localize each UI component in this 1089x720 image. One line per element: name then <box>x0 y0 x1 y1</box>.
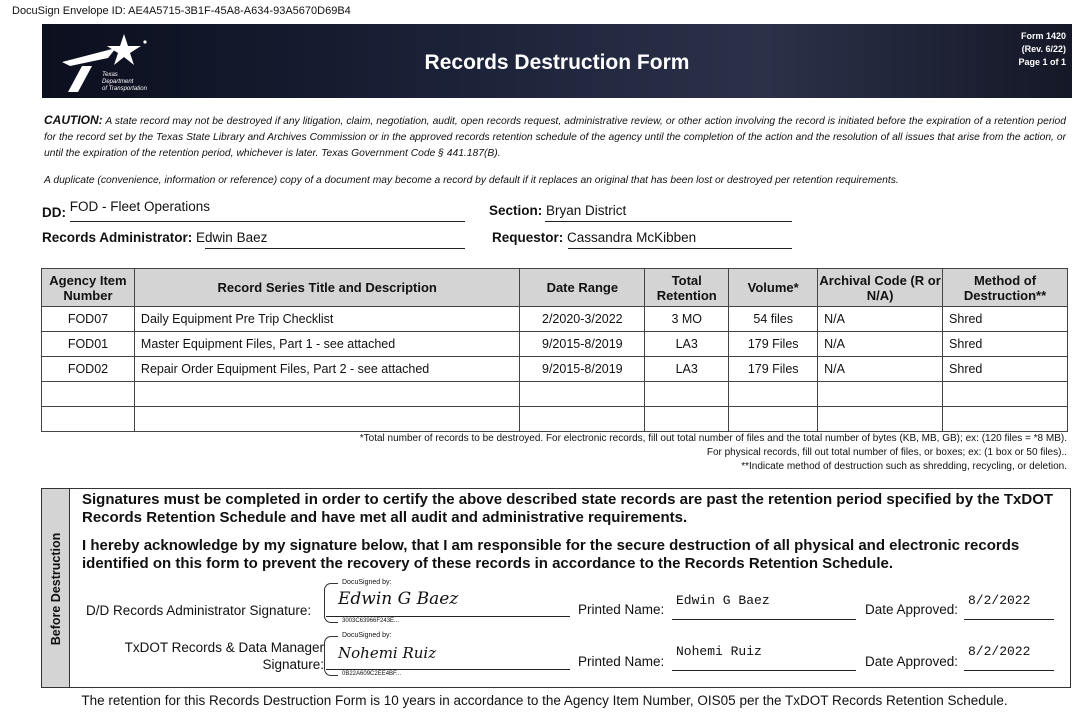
form-revision: (Rev. 6/22) <box>1021 44 1066 54</box>
cell-title[interactable] <box>134 382 519 407</box>
docusign-bracket <box>324 636 338 676</box>
col-header-method: Method of Destruction** <box>943 269 1068 307</box>
table-row <box>42 307 1068 332</box>
manager-printed-label: Printed Name: <box>578 654 665 669</box>
cell-item[interactable]: FOD02 <box>42 357 135 382</box>
manager-date-label: Date Approved: <box>865 654 959 669</box>
cell-volume[interactable] <box>729 382 818 407</box>
dd-underline <box>70 221 465 222</box>
table-row <box>42 332 1068 357</box>
manager-printed-name[interactable]: Nohemi Ruiz <box>676 644 762 659</box>
footnote-physical: For physical records, fill out total number of files, or boxes; ex: (1 box or 50 files).. <box>706 447 1067 458</box>
cell-volume[interactable]: 179 Files <box>729 357 818 382</box>
cell-title[interactable]: Repair Order Equipment Files, Part 2 - see attached <box>134 357 519 382</box>
manager-signature-line <box>326 669 570 670</box>
logo-text-3: of Transportation <box>102 86 147 92</box>
logo-text-2: Department <box>102 79 134 85</box>
admin-signature-id: 3003C63966F243E... <box>342 618 400 624</box>
manager-docusign-block[interactable] <box>324 633 572 679</box>
admin-value[interactable]: Edwin Baez <box>196 230 268 245</box>
requestor-value[interactable]: Cassandra McKibben <box>567 230 697 245</box>
manager-signature: Nohemi Ruiz <box>338 644 437 662</box>
admin-printed-label: Printed Name: <box>578 602 665 617</box>
requestor-underline <box>568 248 792 249</box>
cell-title[interactable]: Master Equipment Files, Part 1 - see attached <box>134 332 519 357</box>
cell-method[interactable]: Shred <box>943 357 1068 382</box>
admin-printed-name[interactable]: Edwin G Baez <box>676 593 770 608</box>
col-header-title: Record Series Title and Description <box>134 269 519 307</box>
docusigned-by-label: DocuSigned by: <box>342 579 392 586</box>
caution-text: A state record may not be destroyed if any litigation, claim, negotiation, audit, open records request, administrative review, or other action involving the record is initiated before the expiration of a retention period for the record set by the Texas State Library and Archives Commission or in the approved records retention schedule of the agency until the completion of the action and the resolution of all issues that arise from the action, or until the expiration of the retention period, whichever is later. Texas Government Code § 441.187(B). <box>44 116 1067 159</box>
admin-signature-line <box>326 616 570 617</box>
page-number: Page 1 of 1 <box>1018 57 1066 67</box>
cell-retention[interactable]: 3 MO <box>645 307 729 332</box>
caution-label: CAUTION: <box>44 113 103 127</box>
cell-date[interactable]: 9/2015-8/2019 <box>520 332 645 357</box>
caution-paragraph <box>44 112 1066 162</box>
footnote-method: **Indicate method of destruction such as shredding, recycling, or deletion. <box>741 461 1067 472</box>
cell-title[interactable]: Daily Equipment Pre Trip Checklist <box>134 307 519 332</box>
records-table <box>41 268 1068 432</box>
admin-printed-underline <box>672 619 856 620</box>
cell-archival[interactable] <box>818 382 943 407</box>
section-value[interactable]: Bryan District <box>546 203 627 218</box>
docusigned-by-label: DocuSigned by: <box>342 632 392 639</box>
cell-archival[interactable]: N/A <box>818 307 943 332</box>
duplicate-note: A duplicate (convenience, information or reference) copy of a document may become a record by default if it replaces an original that has been lost or destroyed per retention requirements. <box>44 175 899 186</box>
cell-volume[interactable]: 179 Files <box>729 332 818 357</box>
admin-date-value[interactable]: 8/2/2022 <box>968 593 1031 608</box>
manager-signature-id: 0B22A609C2EE4BF... <box>342 671 402 677</box>
admin-date-underline <box>964 619 1054 620</box>
logo-text-1: Texas <box>102 72 118 78</box>
cell-retention[interactable] <box>645 407 729 432</box>
cell-method[interactable]: Shred <box>943 332 1068 357</box>
table-row <box>42 357 1068 382</box>
cell-date[interactable]: 2/2020-3/2022 <box>520 307 645 332</box>
admin-signature: Edwin G Baez <box>338 589 459 609</box>
retention-footer: The retention for this Records Destruction Form is 10 years in accordance to the Agency Item Number, OIS05 per the TxDOT Records Retention Schedule. <box>81 693 1008 708</box>
cell-archival[interactable]: N/A <box>818 332 943 357</box>
admin-docusign-block[interactable] <box>324 580 572 626</box>
cell-item[interactable] <box>42 382 135 407</box>
cell-title[interactable] <box>134 407 519 432</box>
form-title: Records Destruction Form <box>424 51 690 74</box>
cell-retention[interactable] <box>645 382 729 407</box>
cell-archival[interactable]: N/A <box>818 357 943 382</box>
certify-statement: Signatures must be completed in order to certify the above described state records are past the retention period specified by the TxDOT Records Retention Schedule and have met all audit and administrative requirements. <box>82 491 1054 526</box>
table-row-empty <box>42 382 1068 407</box>
admin-signature-label: D/D Records Administrator Signature: <box>86 603 312 618</box>
manager-label-line2: Signature: <box>262 657 324 672</box>
col-header-retention: Total Retention <box>645 269 729 307</box>
admin-date-label: Date Approved: <box>865 602 959 617</box>
cell-item[interactable]: FOD01 <box>42 332 135 357</box>
cell-date[interactable] <box>520 382 645 407</box>
section-field <box>489 203 626 218</box>
admin-label: Records Administrator: <box>42 230 193 245</box>
cell-date[interactable]: 9/2015-8/2019 <box>520 357 645 382</box>
dd-value[interactable]: FOD - Fleet Operations <box>69 199 211 214</box>
sidebar-label: Before Destruction <box>49 532 63 646</box>
section-label: Section: <box>489 203 543 218</box>
acknowledge-statement: I hereby acknowledge by my signature below, that I am responsible for the secure destruction of all physical and electronic records identified on this form to prevent the recovery of these records in accordance to the Records Retention Schedule. <box>82 537 1020 572</box>
cell-method[interactable]: Shred <box>943 307 1068 332</box>
admin-underline <box>205 248 465 249</box>
manager-label-line1: TxDOT Records & Data Manager <box>124 640 324 655</box>
envelope-id: DocuSign Envelope ID: AE4A5715-3B1F-45A8-A634-93A5670D69B4 <box>12 5 351 17</box>
col-header-archival: Archival Code (R or N/A) <box>818 269 943 307</box>
manager-printed-underline <box>672 670 856 671</box>
cell-item[interactable] <box>42 407 135 432</box>
requestor-label: Requestor: <box>492 230 564 245</box>
section-underline <box>545 221 792 222</box>
admin-field <box>42 230 267 245</box>
cell-retention[interactable]: LA3 <box>645 332 729 357</box>
before-destruction-sidebar <box>42 489 70 687</box>
cell-volume[interactable]: 54 files <box>729 307 818 332</box>
docusign-bracket <box>324 583 338 623</box>
requestor-field <box>492 230 696 245</box>
manager-signature-label <box>86 639 324 673</box>
col-header-volume: Volume* <box>729 269 818 307</box>
col-header-item: Agency Item Number <box>42 269 135 307</box>
dd-label: DD: <box>42 205 66 220</box>
cell-retention[interactable]: LA3 <box>645 357 729 382</box>
table-footnotes <box>360 432 1067 474</box>
header-banner <box>42 24 1072 98</box>
form-number: Form 1420 <box>1020 31 1066 41</box>
form-id-block <box>1018 30 1066 69</box>
footnote-volume: *Total number of records to be destroyed. For electronic records, fill out total number of files and the total number of bytes (KB, MB, GB); ex: (120 files = *8 MB). <box>359 433 1067 444</box>
table-header-row <box>42 269 1068 307</box>
manager-date-underline <box>964 670 1054 671</box>
table-row-empty <box>42 407 1068 432</box>
col-header-date-range: Date Range <box>520 269 645 307</box>
cell-volume[interactable] <box>729 407 818 432</box>
cell-method[interactable] <box>943 407 1068 432</box>
cell-method[interactable] <box>943 382 1068 407</box>
cell-date[interactable] <box>520 407 645 432</box>
cell-archival[interactable] <box>818 407 943 432</box>
signature-section <box>41 488 1071 688</box>
cell-item[interactable]: FOD07 <box>42 307 135 332</box>
manager-date-value[interactable]: 8/2/2022 <box>968 644 1031 659</box>
dd-field <box>42 199 211 220</box>
